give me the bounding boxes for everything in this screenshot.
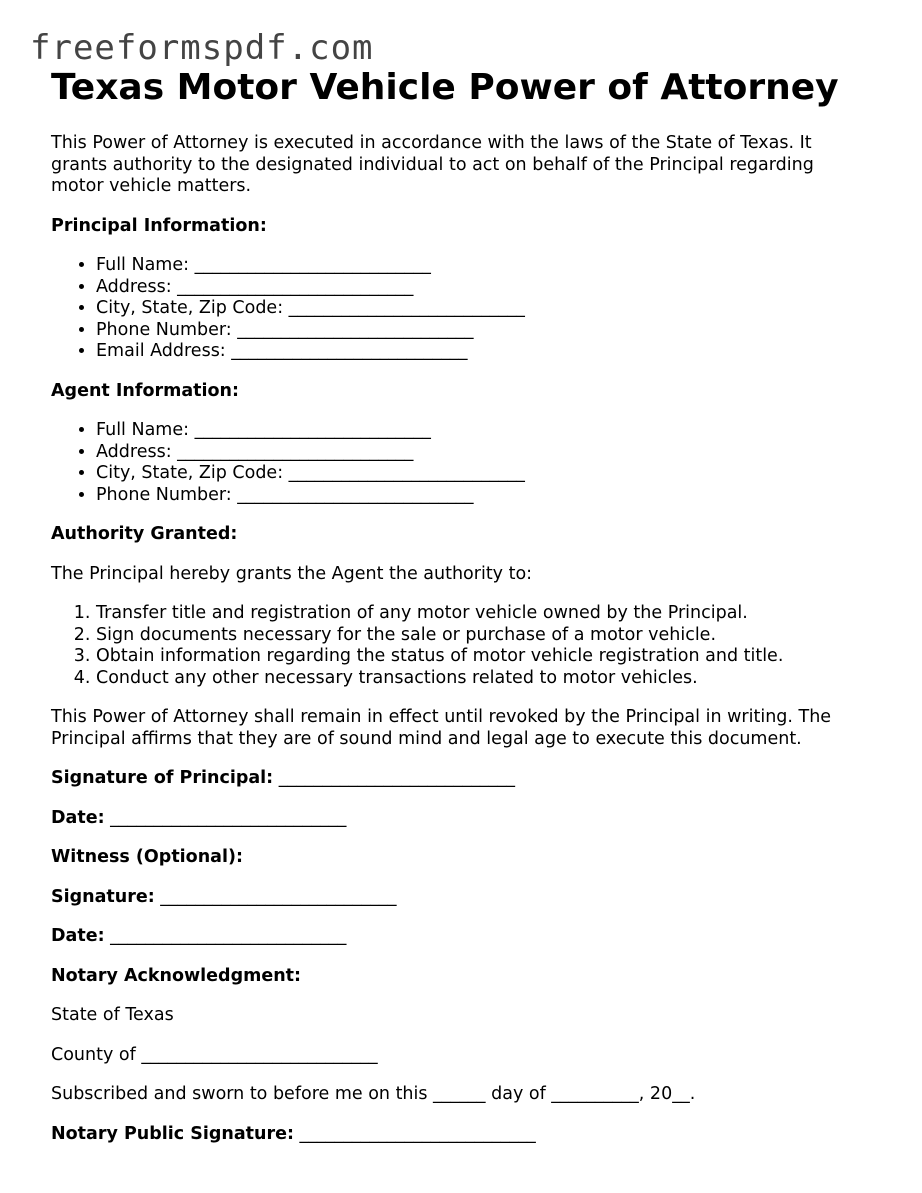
- authority-lead: The Principal hereby grants the Agent the authority to:: [51, 563, 533, 584]
- agent-full-name-field: • Full Name: ___________________________: [96, 420, 871, 442]
- watermark: freeformspdf.com: [30, 28, 374, 68]
- authority-item: 1. Transfer title and registration of any motor vehicle owned by the Principal.: [96, 603, 871, 625]
- agent-phone-field: • Phone Number: ___________________________: [96, 485, 871, 507]
- notary-signature-blank: ___________________________: [293, 1123, 536, 1144]
- notary-heading: Notary Acknowledgment:: [51, 965, 302, 986]
- authority-item: 3. Obtain information regarding the status of motor vehicle registration and title.: [96, 646, 871, 668]
- principal-signature-label: Signature of Principal:: [51, 768, 274, 788]
- principal-signature-line: [51, 768, 871, 790]
- witness-signature-label: Signature:: [51, 886, 155, 907]
- principal-fields-list: [51, 255, 871, 363]
- witness-signature-line: [51, 887, 871, 909]
- principal-full-name-field: • Full Name: ___________________________: [96, 255, 871, 277]
- witness-date-label: Date:: [51, 926, 105, 946]
- agent-address-field: • Address: ___________________________: [96, 442, 871, 464]
- notary-signature-label: Notary Public Signature:: [51, 1123, 294, 1144]
- intro-paragraph: This Power of Attorney is executed in accordance with the laws of the State of Texas. It grants authority to the designated individual to act on behalf of the Principal regarding motor vehicle matters.: [51, 133, 814, 196]
- agent-heading: Agent Information:: [51, 380, 239, 401]
- notary-state: State of Texas: [51, 1005, 174, 1025]
- principal-email-field: • Email Address: ___________________________: [96, 341, 871, 363]
- authority-item: 2. Sign documents necessary for the sale or purchase of a motor vehicle.: [96, 625, 871, 647]
- notary-signature-line: [51, 1124, 871, 1146]
- document-title: Texas Motor Vehicle Power of Attorney: [51, 67, 839, 108]
- document-page: [51, 66, 871, 1145]
- authority-list: [51, 603, 871, 689]
- principal-signature-blank: ___________________________: [273, 768, 515, 788]
- principal-address-field: • Address: ___________________________: [96, 277, 871, 299]
- notary-sworn-statement: Subscribed and sworn to before me on this ______ day of __________, 20__.: [51, 1084, 696, 1104]
- agent-fields-list: [51, 420, 871, 506]
- notary-county: County of ___________________________: [51, 1044, 378, 1065]
- principal-heading: Principal Information:: [51, 215, 267, 236]
- witness-signature-blank: ___________________________: [154, 886, 397, 907]
- principal-date-label: Date:: [51, 807, 105, 828]
- authority-item: 4. Conduct any other necessary transactions related to motor vehicles.: [96, 668, 871, 690]
- principal-date-line: [51, 808, 871, 830]
- principal-phone-field: • Phone Number: ___________________________: [96, 320, 871, 342]
- agent-city-state-zip-field: • City, State, Zip Code: ___________________________: [96, 463, 871, 485]
- closing-paragraph: This Power of Attorney shall remain in effect until revoked by the Principal in writing. The Principal affirms that they are of sound mind and legal age to execute this document.: [51, 707, 832, 749]
- witness-heading: Witness (Optional):: [51, 847, 243, 867]
- witness-date-blank: ___________________________: [104, 926, 347, 946]
- witness-date-line: [51, 926, 871, 948]
- authority-heading: Authority Granted:: [51, 524, 238, 544]
- principal-city-state-zip-field: • City, State, Zip Code: ___________________________: [96, 298, 871, 320]
- principal-date-blank: ___________________________: [104, 807, 347, 828]
